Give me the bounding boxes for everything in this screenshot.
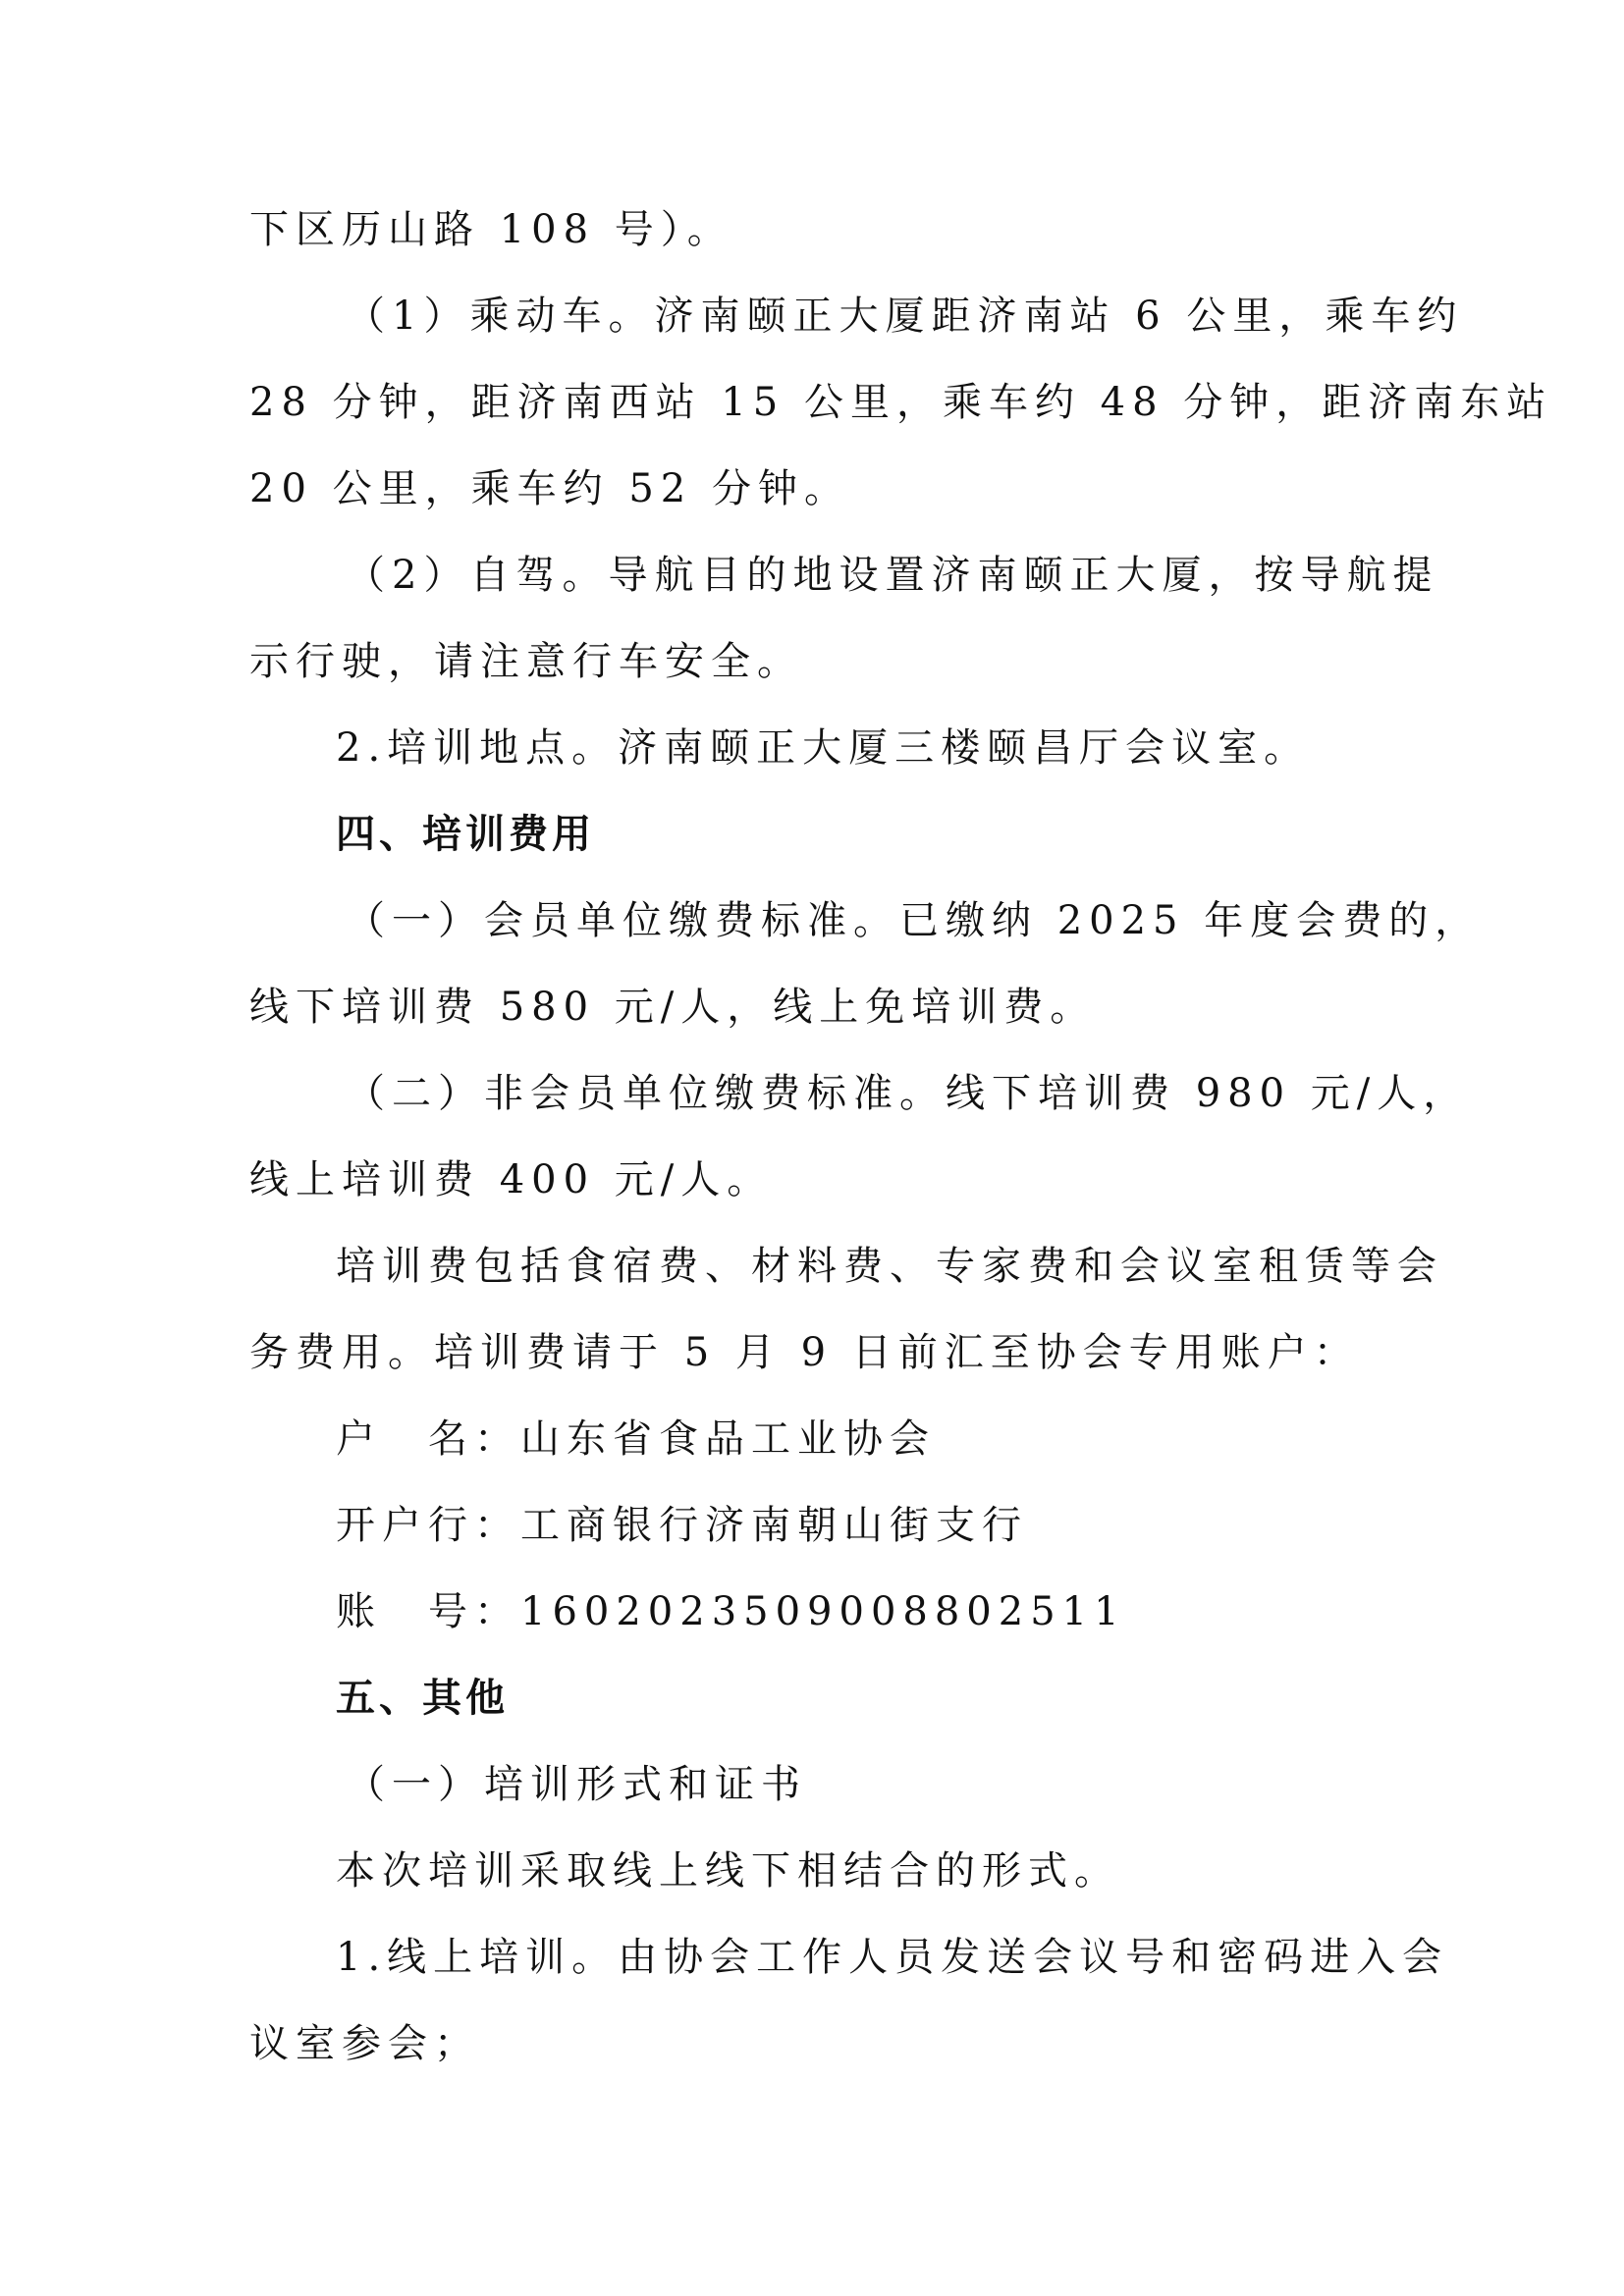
- account-bank-row: [336, 1498, 1028, 1553]
- paragraph-line: （2）自驾。导航目的地设置济南颐正大厦，按导航提: [346, 553, 1439, 598]
- paragraph-line: 本次培训采取线上线下相结合的形式。: [336, 1848, 1120, 1894]
- account-name-row: [336, 1412, 936, 1467]
- paragraph-line: 线上培训费 400 元/人。: [249, 1157, 774, 1202]
- paragraph-line: 28 分钟，距济南西站 15 公里，乘车约 48 分钟，距济南东站: [249, 380, 1553, 425]
- paragraph-line: 2.培训地点。济南颐正大厦三楼颐昌厅会议室。: [336, 725, 1311, 771]
- paragraph-line: （二）非会员单位缴费标准。线下培训费 980 元/人，: [346, 1071, 1470, 1116]
- paragraph-line: 20 公里，乘车约 52 分钟。: [249, 466, 850, 511]
- subsection-heading: （一）培训形式和证书: [346, 1762, 807, 1807]
- paragraph-line: 1.线上培训。由协会工作人员发送会议号和密码进入会: [336, 1935, 1449, 1980]
- paragraph-line: （1）乘动车。济南颐正大厦距济南站 6 公里，乘车约: [346, 294, 1464, 339]
- paragraph-line: （一）会员单位缴费标准。已缴纳 2025 年度会费的，: [346, 898, 1482, 943]
- paragraph-line: 培训费包括食宿费、材料费、专家费和会议室租赁等会: [336, 1244, 1443, 1289]
- account-number-value: 1602023509008802511: [520, 1589, 1126, 1634]
- paragraph-line: 示行驶，请注意行车安全。: [249, 639, 803, 684]
- account-name-value: 山东省食品工业协会: [520, 1416, 936, 1462]
- section-heading-other: 五、其他: [336, 1676, 509, 1721]
- account-number-row: [336, 1584, 1126, 1639]
- account-name-label: 户 名：: [336, 1416, 520, 1462]
- paragraph-line: 议室参会；: [249, 2021, 480, 2066]
- account-bank-label: 开户行：: [336, 1503, 520, 1548]
- paragraph-line: 下区历山路 108 号）。: [249, 207, 733, 252]
- account-bank-value: 工商银行济南朝山街支行: [520, 1503, 1028, 1548]
- paragraph-line: 线下培训费 580 元/人，线上免培训费。: [249, 985, 1097, 1030]
- account-number-label: 账 号：: [336, 1589, 520, 1634]
- section-heading-fees: 四、培训费用: [336, 812, 595, 857]
- paragraph-line: 务费用。培训费请于 5 月 9 日前汇至协会专用账户：: [249, 1330, 1360, 1375]
